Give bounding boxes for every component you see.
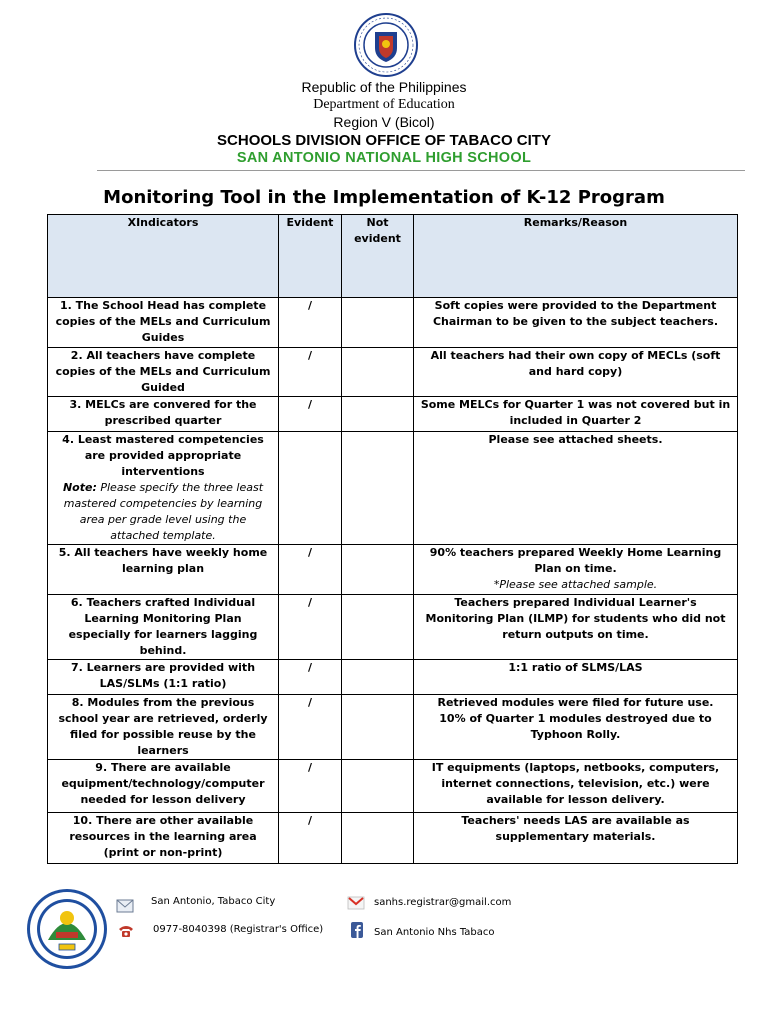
evident-cell: / <box>279 660 342 695</box>
column-header-evident: Evident <box>279 215 342 298</box>
table-row <box>48 595 738 660</box>
remarks-subnote: *Please see attached sample. <box>493 578 658 591</box>
department-line: Department of Education <box>313 97 455 112</box>
evident-cell: / <box>279 545 342 595</box>
indicator-text: 4. Least mastered competencies are provided appropriate interventions <box>62 433 264 478</box>
remarks-cell: Please see attached sheets. <box>414 432 738 545</box>
footer-phone: 0977-8040398 (Registrar's Office) <box>153 924 324 935</box>
indicator-cell: 3. MELCs are convered for the prescribed quarter <box>48 397 279 432</box>
column-header-remarks: Remarks/Reason <box>414 215 738 298</box>
table-row <box>48 813 738 864</box>
evident-cell: / <box>279 348 342 397</box>
school-logo <box>26 888 108 970</box>
indicator-cell: 6. Teachers crafted Individual Learning Monitoring Plan especially for learners lagging behind. <box>48 595 279 660</box>
not-evident-cell <box>342 298 414 348</box>
monitoring-table <box>47 214 738 864</box>
remarks-text: Retrieved modules were filed for future use. <box>437 696 714 709</box>
indicator-cell: 10. There are other available resources in the learning area (print or non-print) <box>48 813 279 864</box>
remarks-cell <box>414 695 738 760</box>
indicator-cell: 2. All teachers have complete copies of the MELs and Curriculum Guided <box>48 348 279 397</box>
remarks-cell <box>414 545 738 595</box>
document-title: Monitoring Tool in the Implementation of K-12 Program <box>103 187 665 208</box>
evident-cell: / <box>279 595 342 660</box>
remarks-text-2: 10% of Quarter 1 modules destroyed due to Typhoon Rolly. <box>439 712 712 741</box>
remarks-cell: Some MELCs for Quarter 1 was not covered but in included in Quarter 2 <box>414 397 738 432</box>
note-text: Please specify the three least mastered competencies by learning area per grade level using the attached template. <box>63 481 264 542</box>
table-row <box>48 397 738 432</box>
telephone-icon <box>117 923 135 939</box>
division-line: SCHOOLS DIVISION OFFICE OF TABACO CITY <box>217 132 551 149</box>
table-row <box>48 432 738 545</box>
indicator-cell: 5. All teachers have weekly home learning plan <box>48 545 279 595</box>
table-header-row <box>48 215 738 298</box>
remarks-cell: IT equipments (laptops, netbooks, computers, internet connections, television, etc.) were available for lesson delivery. <box>414 760 738 813</box>
envelope-icon <box>116 898 134 914</box>
table-row <box>48 760 738 813</box>
indicator-note <box>54 480 272 544</box>
indicator-cell: 1. The School Head has complete copies of the MELs and Curriculum Guides <box>48 298 279 348</box>
table-row <box>48 545 738 595</box>
not-evident-cell <box>342 595 414 660</box>
facebook-icon <box>348 922 366 938</box>
evident-cell: / <box>279 397 342 432</box>
table-row <box>48 660 738 695</box>
remarks-cell: Teachers' needs LAS are available as supplementary materials. <box>414 813 738 864</box>
evident-cell: / <box>279 760 342 813</box>
column-header-not-evident: Not evident <box>342 215 414 298</box>
not-evident-cell <box>342 660 414 695</box>
not-evident-cell <box>342 397 414 432</box>
remarks-cell: Teachers prepared Individual Learner's Monitoring Plan (ILMP) for students who did not return outputs on time. <box>414 595 738 660</box>
school-name: SAN ANTONIO NATIONAL HIGH SCHOOL <box>236 150 532 166</box>
table-row <box>48 298 738 348</box>
table-row <box>48 348 738 397</box>
indicator-cell: 8. Modules from the previous school year are retrieved, orderly filed for possible reuse by the learners <box>48 695 279 760</box>
evident-cell: / <box>279 695 342 760</box>
evident-cell: / <box>279 813 342 864</box>
gmail-icon <box>347 895 365 911</box>
region-line: Region V (Bicol) <box>333 114 435 130</box>
evident-cell: / <box>279 298 342 348</box>
indicator-cell: 7. Learners are provided with LAS/SLMs (1:1 ratio) <box>48 660 279 695</box>
note-label: Note: <box>62 481 97 494</box>
not-evident-cell <box>342 432 414 545</box>
remarks-cell: Soft copies were provided to the Department Chairman to be given to the subject teachers. <box>414 298 738 348</box>
footer-address: San Antonio, Tabaco City <box>151 896 276 907</box>
remarks-cell: 1:1 ratio of SLMS/LAS <box>414 660 738 695</box>
not-evident-cell <box>342 760 414 813</box>
footer-email[interactable]: sanhs.registrar@gmail.com <box>374 897 512 908</box>
not-evident-cell <box>342 695 414 760</box>
not-evident-cell <box>342 813 414 864</box>
indicator-cell: 9. There are available equipment/technology/computer needed for lesson delivery <box>48 760 279 813</box>
indicator-cell <box>48 432 279 545</box>
evident-cell <box>279 432 342 545</box>
deped-seal <box>353 12 419 78</box>
table-row <box>48 695 738 760</box>
remarks-cell: All teachers had their own copy of MECLs (soft and hard copy) <box>414 348 738 397</box>
header-divider <box>97 170 745 171</box>
not-evident-cell <box>342 545 414 595</box>
not-evident-cell <box>342 348 414 397</box>
footer-facebook[interactable]: San Antonio Nhs Tabaco <box>374 927 495 938</box>
column-header-indicators: XIndicators <box>48 215 279 298</box>
remarks-text: 90% teachers prepared Weekly Home Learning Plan on time. <box>429 546 722 575</box>
republic-line: Republic of the Philippines <box>301 79 467 95</box>
